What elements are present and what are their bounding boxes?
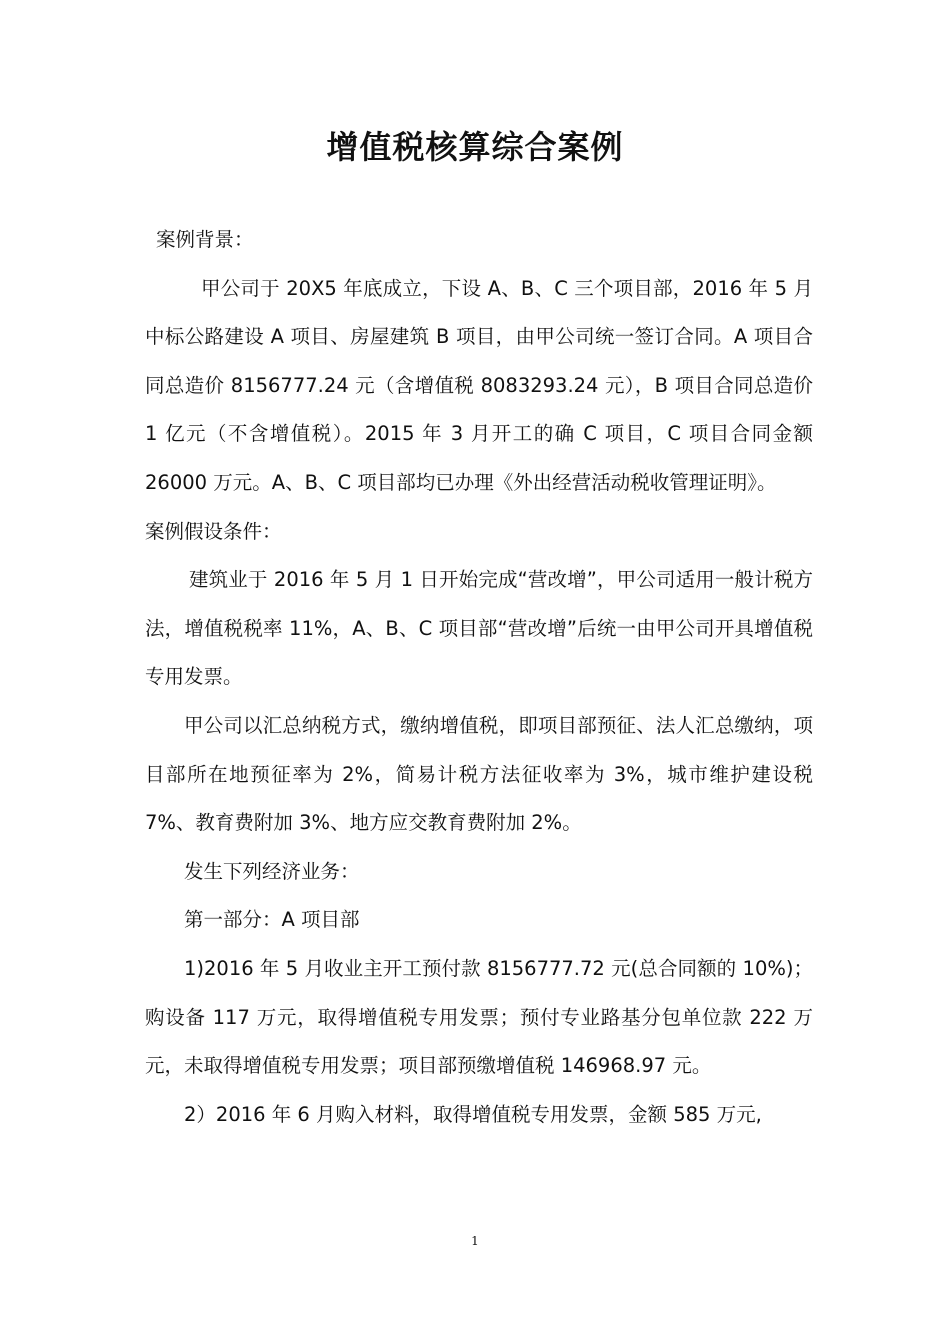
paragraph-company-background: 甲公司于 20X5 年底成立，下设 A、B、C 三个项目部，2016 年 5 月中标公路建设 A 项目、房屋建筑 B 项目，由甲公司统一签订合同。A 项目合同总造价 8156777.24 元（含增值税 8083293.24 元），B 项目合同总造价 1 亿元（不含增值税）。2015 年 3 月开工的确 C 项目，C 项目合同金额 26000 万元。A、B、C 项目部均已办理《外出经营活动税收管理证明》。 (145, 276, 813, 494)
paragraph-transaction-2: 2）2016 年 6 月购入材料，取得增值税专用发票，金额 585 万元, (184, 1102, 762, 1126)
paragraph-consolidated-tax: 甲公司以汇总纳税方式，缴纳增值税，即项目部预征、法人汇总缴纳，项目部所在地预征率为 2%，简易计税方法征收率为 3%，城市维护建设税 7%、教育费附加 3%、地方应交教育费附加 2%。 (145, 713, 813, 835)
page-title: 增值税核算综合案例 (326, 128, 624, 167)
paragraph-transactions-intro: 发生下列经济业务： (184, 859, 360, 883)
section-heading-assumptions: 案例假设条件： (145, 519, 282, 543)
paragraph-transaction-1: 1)2016 年 5 月收业主开工预付款 8156777.72 元(总合同额的 10%)；购设备 117 万元，取得增值税专用发票；预付专业路基分包单位款 222 万元，未取得增值税专用发票；项目部预缴增值税 146968.97 元。 (145, 956, 813, 1078)
document-body (145, 216, 813, 1139)
page-number: 1 (471, 1234, 479, 1248)
paragraph-vat-assumption: 建筑业于 2016 年 5 月 1 日开始完成“营改增”，甲公司适用一般计税方法，增值税税率 11%，A、B、C 项目部“营改增”后统一由甲公司开具增值税专用发票。 (145, 568, 813, 689)
section-heading-background: 案例背景： (156, 228, 254, 251)
section-heading-part-one: 第一部分：A 项目部 (184, 908, 360, 932)
